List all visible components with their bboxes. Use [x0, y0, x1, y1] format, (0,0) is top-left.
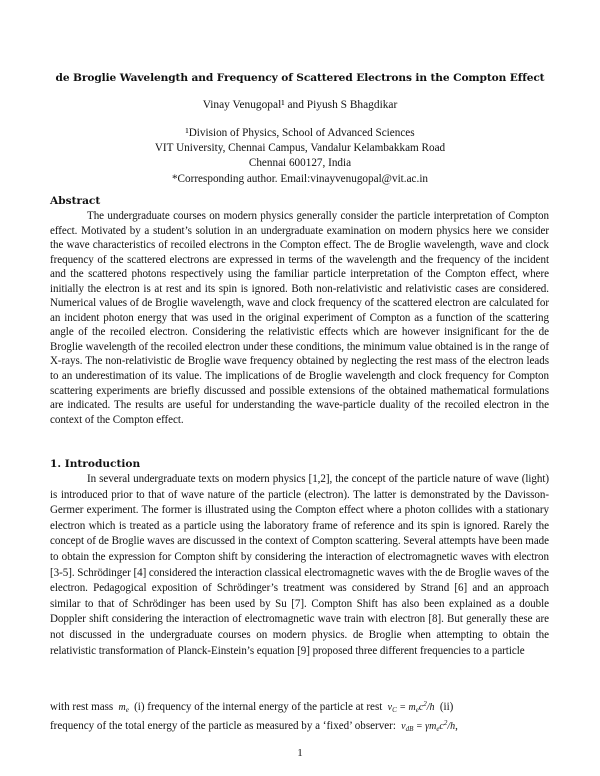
text-span: , [455, 720, 458, 732]
introduction-line-frequency [50, 719, 549, 733]
text-span: (ii) [439, 701, 454, 713]
rest-mass-symbol: $m_e$ [115, 702, 129, 714]
abstract-text: The undergraduate courses on modern physics generally consider the particle interpretation of Compton effect. Motivated by a student’s solution in an undergraduate examination on modern physics here we consider the wave characteristics of recoiled electrons in the Compton effect. The de Broglie wavelength, wave and clock frequency of the scattered electrons are expressed in terms of the wavelength and the frequency of the incident and the scattered photons respectively using the familiar particle interpretation of the Compton effect, where initially the electron is at rest and its spin is ignored. Both non-relativistic and relativistic cases are considered. Numerical values of de Broglie wavelength, wave and clock frequency of the scattered electron are calculated for an incident photon energy that was used in the original experiment of Compton as a function of the scattering angle of the recoiled electron. Considering the relativistic effects which are however insignificant for the de Broglie wavelength of the recoiled electron under these conditions, the minimum value obtained is in the range of X-rays. The non-relativistic de Broglie wave frequency obtained by neglecting the rest mass of the electron leads to an underestimation of its value. The implications of de Broglie wavelength and clock frequency for Compton scattering experiments are briefly discussed and possible extensions of the obtained mathematical formulations are indicated. The results are useful for understanding the wave-particle duality of the recoiled electron in the context of the Compton effect. [50, 210, 549, 426]
affiliation-block [40, 126, 560, 187]
text-span: frequency of the total energy of the particle as measured by a ‘fixed’ observer: [50, 720, 396, 732]
text-span: (i) frequency of the internal energy of the particle at rest [134, 701, 383, 713]
introduction-text: In several undergraduate texts on modern physics [1,2], the concept of the particle nature of wave (light) is introduced prior to that of wave nature of the particle (electron). The latter is demonstrated by the Davisson-Germer experiment. The former is illustrated using the Compton effect where a photon collides with a stationary electron which is treated as a particle using the laboratory frame of reference and its spin is ignored. Rarely the concept of de Broglie waves are discussed in the context of Compton scattering. Several attempts have been made to obtain the expression for Compton shift by considering the interaction of electromagnetic waves with electron [3-5]. Schrödinger [4] considered the interaction classical electromagnetic waves with the de Broglie waves of the electron. Pedagogical exposition of Schrödinger’s treatment was considered by Strand [6] and an approach similar to that of Schrödinger has been used by Su [7]. Compton Shift has also been explained as a double Doppler shift considering the interaction of electromagnetic wave train with electron [8]. But generally these are not discussed in the undergraduate courses on modern physics. de Broglie when attempting to obtain the relativistic transformation of Planck-Einstein’s equation [9] proposed three different frequencies to a particle [50, 473, 549, 657]
corresponding-author: *Corresponding author. Email:vinayvenugopal@vit.ac.in [171, 172, 429, 185]
introduction-line-mass [50, 700, 549, 714]
total-energy-frequency-equation: $\nu_{dB} = \gamma m_ec^2/h$ [398, 719, 456, 733]
affiliation-line: Chennai 600127, India [248, 157, 352, 170]
affiliation-line: VIT University, Chennai Campus, Vandalur Kelambakkam Road [154, 142, 446, 155]
abstract-heading: Abstract [50, 195, 101, 207]
section-heading-introduction: 1. Introduction [50, 458, 141, 470]
text-span: with rest mass [50, 701, 114, 713]
author-list: Vinay Venugopal¹ and Piyush S Bhagdikar [202, 99, 398, 111]
page-number: 1 [297, 747, 303, 759]
affiliation-line: ¹Division of Physics, School of Advanced Sciences [185, 127, 415, 139]
clock-frequency-equation: $\nu_C = m_ec^2/h$ [385, 700, 438, 714]
paper-title: de Broglie Wavelength and Frequency of Scattered Electrons in the Compton Effect [55, 72, 545, 84]
